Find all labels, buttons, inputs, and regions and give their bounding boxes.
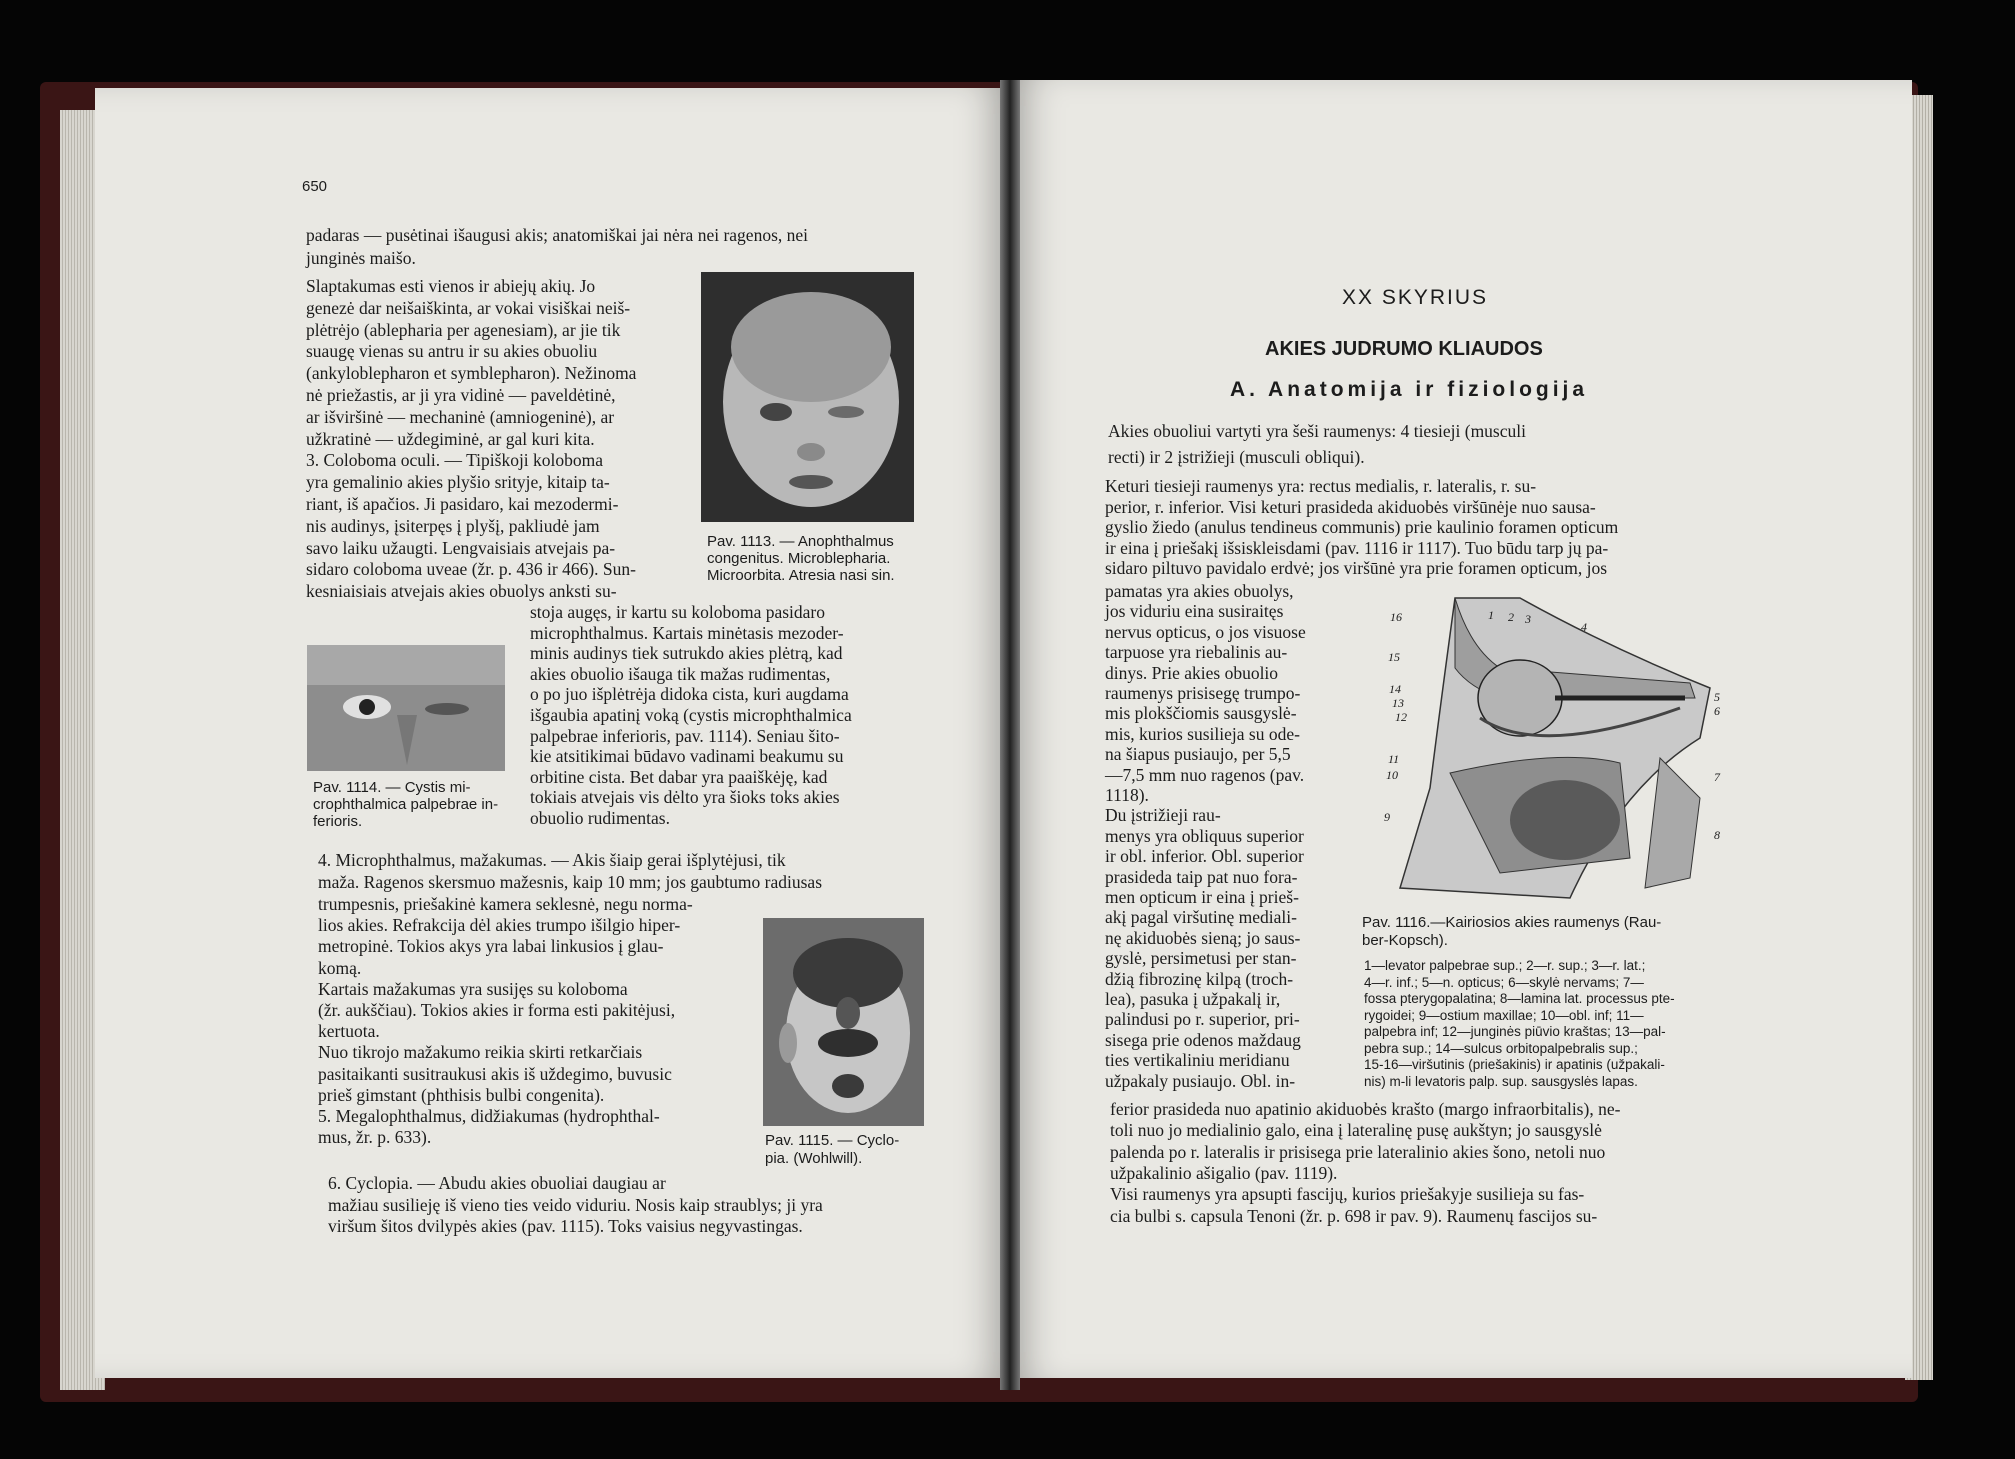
text-line: komą. xyxy=(318,957,362,978)
text-line: padaras — pusėtinai išaugusi akis; anatomiškai jai nėra nei ragenos, nei xyxy=(306,225,809,245)
text-line: cia bulbi s. capsula Tenoni (žr. p. 698 ir pav. 9). Raumenų fascijos su- xyxy=(1110,1205,1598,1226)
chapter-heading: XX SKYRIUS xyxy=(1342,286,1489,309)
text-line: palpebrae inferioris, pav. 1114). Seniau šito- xyxy=(530,725,840,746)
text-line: stoja augęs, ir kartu su koloboma pasidaro xyxy=(530,602,826,622)
text-line: Pav. 1113. — Anophthalmus xyxy=(707,533,894,550)
text-line: Nuo tikrojo mažakumo reikia skirti retkarčiais xyxy=(318,1042,643,1063)
text-line: išgaubia apatinį voką (cystis microphthalmica xyxy=(530,705,852,725)
text-line: o po juo išplėtrėja didoka cista, kuri augdama xyxy=(530,684,849,705)
text-line: ar išviršinė — mechaninė (amniogeninė), ar xyxy=(306,406,615,427)
figure-number-label: 8 xyxy=(1714,828,1720,842)
text-line: pia. (Wohlwill). xyxy=(765,1150,863,1167)
text-line: minis audinys tiek sutrukdo akies plėtrą, kad xyxy=(530,643,843,664)
figure-number-label: 3 xyxy=(1525,612,1531,626)
figure-number-label: 9 xyxy=(1384,810,1390,824)
text-line: junginės maišo. xyxy=(306,247,416,268)
adult-eyes-image xyxy=(307,645,505,771)
text-line: nervus opticus, o jos visuose xyxy=(1105,621,1306,642)
text-line: tarpuose yra riebalinis au- xyxy=(1105,642,1288,663)
figure-1115-photo xyxy=(763,918,924,1126)
text-line: kesniaisiais atvejais akies obuolys anksti su- xyxy=(306,581,617,602)
text-line: pamatas yra akies obuolys, xyxy=(1105,581,1294,601)
eye-muscle-illustration xyxy=(1360,588,1730,918)
text-line: Microorbita. Atresia nasi sin. xyxy=(707,567,895,584)
text-line: plėtrėjo (ablepharia per agenesiam), ar jie tik xyxy=(306,319,621,340)
figure-number-label: 16 xyxy=(1390,610,1402,624)
text-line: ferioris. xyxy=(313,813,363,830)
text-line: nė priežastis, ar ji yra vidinė — paveldėtinė, xyxy=(306,385,616,405)
text-line: nę akiduobės sieną; jo saus- xyxy=(1105,927,1301,948)
text-line: 5. Megalophthalmus, didžiakumas (hydrophthal- xyxy=(318,1106,660,1126)
text-line: genezė dar neišaiškinta, ar vokai visiškai neiš- xyxy=(306,297,631,318)
text-line: 6. Cyclopia. — Abudu akies obuoliai daugiau ar xyxy=(328,1173,666,1193)
text-line: men opticum ir eina į prieš- xyxy=(1105,887,1299,907)
infant-face-image xyxy=(701,272,914,522)
text-line: perior, r. inferior. Visi keturi prasideda akiduobės viršūnėje nuo sausa- xyxy=(1105,496,1596,517)
figure-number-label: 12 xyxy=(1395,710,1407,724)
text-line: akies obuolio išauga tik mažas rudimentas, xyxy=(530,663,831,684)
text-line: nis) m-li levatoris palp. sup. sausgyslės lapas. xyxy=(1364,1073,1638,1089)
text-line: mis, kurios susilieja su ode- xyxy=(1105,723,1300,744)
figure-number-label: 1 xyxy=(1488,608,1494,622)
figure-number-label: 14 xyxy=(1389,682,1401,696)
text-line: na šiapus pusiaujo, per 5,5 xyxy=(1105,744,1291,765)
text-line: microphthalmus. Kartais minėtasis mezoder- xyxy=(530,622,844,643)
figure-number-label: 15 xyxy=(1388,650,1400,664)
text-line: užkratinė — uždegiminė, ar gal kuri kita. xyxy=(306,428,595,449)
text-line: Slaptakumas esti vienos ir abiejų akių. Jo xyxy=(306,276,596,296)
text-line: palpebra inf; 12—junginės piūvio kraštas; 13—pal- xyxy=(1364,1024,1666,1039)
text-line: kie atsitikimai būdavo vadinami beakumu su xyxy=(530,746,844,767)
text-line: ferior prasideda nuo apatinio akiduobės krašto (margo infraorbitalis), ne- xyxy=(1110,1099,1621,1119)
text-line: ties vertikaliniu meridianu xyxy=(1105,1050,1290,1071)
text-line: palindusi po r. superior, pri- xyxy=(1105,1009,1300,1030)
text-line: toli nuo jo medialinio galo, eina į lateralinę pusę aukštyn; jo sausgyslė xyxy=(1110,1120,1602,1141)
text-line: prasideda taip pat nuo fora- xyxy=(1105,866,1298,887)
text-line: palenda po r. lateralis ir prisisega prie lateralinio akies šono, netoli nuo xyxy=(1110,1141,1606,1162)
text-line: trumpesnis, priešakinė kamera seklesnė, negu norma- xyxy=(318,894,693,914)
text-line: suaugę vienas su antru ir su akies obuoliu xyxy=(306,341,598,362)
text-line: maža. Ragenos skersmuo mažesnis, kaip 10 mm; jos gaubtumo radiusas xyxy=(318,872,823,892)
figure-number-label: 11 xyxy=(1388,752,1400,766)
text-line: metropinė. Tokios akys yra labai linkusios į glau- xyxy=(318,936,664,957)
text-line: Visi raumenys yra apsupti fascijų, kurios priešakyje susilieja su fas- xyxy=(1110,1184,1585,1205)
text-line: pebra sup.; 14—sulcus orbitopalpebralis sup.; xyxy=(1364,1040,1638,1056)
text-line: 1118). xyxy=(1105,785,1149,805)
text-line: Pav. 1114. — Cystis mi- xyxy=(313,779,471,796)
text-line: 4. Microphthalmus, mažakumas. — Akis šiaip gerai išplytėjusi, tik xyxy=(318,850,786,870)
figure-1113-photo xyxy=(701,272,914,522)
text-line: kertuota. xyxy=(318,1021,380,1042)
text-line: prieš gimstant (phthisis bulbi congenita). xyxy=(318,1084,605,1105)
figure-1114-photo xyxy=(307,645,505,771)
text-line: ir eina į priešakį išsiskleisdami (pav. 1116 ir 1117). Tuo būdu tarp jų pa- xyxy=(1105,537,1609,558)
text-line: raumenys prisisegę trumpo- xyxy=(1105,683,1301,703)
text-line: crophthalmica palpebrae in- xyxy=(313,796,499,813)
text-line: mis plokščiomis sausgyslė- xyxy=(1105,703,1297,724)
text-line: sidaro piltuvo pavidalo erdvė; jos viršūnė yra prie foramen opticum, jos xyxy=(1105,558,1608,579)
text-line: ber-Kopsch). xyxy=(1362,932,1448,949)
text-line: rygoidei; 9—ostium maxillae; 10—obl. inf; 11— xyxy=(1364,1007,1644,1023)
text-line: akį pagal viršutinę mediali- xyxy=(1105,907,1297,928)
text-line: jos viduriu eina susiraitęs xyxy=(1105,601,1284,622)
text-line: dinys. Prie akies obuolio xyxy=(1105,662,1279,683)
text-line: riant, iš apačios. Ji pasidaro, kai mezodermi- xyxy=(306,494,619,514)
figure-number-label: 2 xyxy=(1508,610,1514,624)
text-line: recti) ir 2 įstrižieji (musculi obliqui). xyxy=(1108,447,1365,467)
text-line: Kartais mažakumas yra susijęs su koloboma xyxy=(318,978,628,999)
text-line: sidaro coloboma uveae (žr. p. 436 ir 466). Sun- xyxy=(306,559,636,580)
text-line: orbitine cista. Bet dabar yra paaiškėję, kad xyxy=(530,766,828,787)
cyclopia-face-image xyxy=(763,918,924,1126)
section-heading: A. Anatomija ir fiziologija xyxy=(1230,378,1589,401)
text-line: 1—levator palpebrae sup.; 2—r. sup.; 3—r. lat.; xyxy=(1364,958,1646,973)
figure-number-label: 6 xyxy=(1714,704,1720,718)
figure-number-label: 4 xyxy=(1581,620,1587,634)
text-line: Du įstrižieji rau- xyxy=(1105,805,1221,826)
text-line: ir obl. inferior. Obl. superior xyxy=(1105,846,1304,867)
figure-number-label: 7 xyxy=(1714,770,1720,784)
text-line: gyslio žiedo (anulus tendineus communis) prie kaulinio foramen opticum xyxy=(1105,517,1619,538)
text-line: —7,5 mm nuo ragenos (pav. xyxy=(1105,764,1305,785)
text-line: užpakaly pusiaujo. Obl. in- xyxy=(1105,1070,1296,1091)
text-line: (žr. aukščiau). Tokios akies ir forma esti pakitėjusi, xyxy=(318,1000,676,1020)
text-line: Pav. 1115. — Cyclo- xyxy=(765,1132,900,1149)
text-line: fossa pterygopalatina; 8—lamina lat. processus pte- xyxy=(1364,991,1675,1006)
text-line: Keturi tiesieji raumenys yra: rectus medialis, r. lateralis, r. su- xyxy=(1105,476,1537,496)
figure-number-label: 10 xyxy=(1386,768,1398,782)
text-line: savo laiku užaugti. Lengvaisiais atvejais pa- xyxy=(306,537,616,558)
text-line: Akies obuoliui vartyti yra šeši raumenys: 4 tiesieji (musculi xyxy=(1108,421,1526,441)
figure-1116-diagram xyxy=(1360,588,1730,918)
text-line: nis audinys, įsiterpęs į plyšį, pakliudė jam xyxy=(306,515,600,536)
text-line: menys yra obliquus superior xyxy=(1105,825,1304,846)
text-line: džią fibrozinę kilpą (troch- xyxy=(1105,968,1294,989)
text-line: 3. Coloboma oculi. — Tipiškoji koloboma xyxy=(306,450,604,471)
chapter-title: AKIES JUDRUMO KLIAUDOS xyxy=(1265,338,1543,360)
figure-number-label: 5 xyxy=(1714,690,1720,704)
text-line: yra gemalinio akies plyšio srityje, kitaip ta- xyxy=(306,472,610,493)
text-line: Pav. 1116.—Kairiosios akies raumenys (Rau- xyxy=(1362,914,1662,931)
text-line: (ankyloblepharon et symblepharon). Nežinoma xyxy=(306,363,637,384)
text-line: congenitus. Microblepharia. xyxy=(707,550,891,567)
text-line: lios akies. Refrakcija dėl akies trumpo išilgio hiper- xyxy=(318,915,681,936)
text-line: sisega prie odenos maždaug xyxy=(1105,1029,1301,1050)
text-line: lea), pasuka į užpakalį ir, xyxy=(1105,989,1281,1009)
text-line: tokiais atvejais vis dėlto yra šioks toks akies xyxy=(530,787,840,808)
book-gutter xyxy=(1000,80,1020,1390)
text-line: mažiau susilieję iš vieno ties veido viduriu. Nosis kaip straublys; ji yra xyxy=(328,1194,823,1215)
text-line: 15-16—viršutinis (priešakinis) ir apatinis (užpakali- xyxy=(1364,1057,1665,1072)
text-line: pasitaikanti susitraukusi akis iš uždegimo, buvusic xyxy=(318,1063,672,1084)
text-line: viršum šitos dvilypės akies (pav. 1115). Toks vaisius negyvastingas. xyxy=(328,1216,803,1236)
page-number: 650 xyxy=(302,178,328,195)
text-line: mus, žr. p. 633). xyxy=(318,1127,432,1148)
text-line: obuolio rudimentas. xyxy=(530,808,670,828)
text-line: užpakalinio ašigalio (pav. 1119). xyxy=(1110,1162,1338,1183)
text-line: gyslė, persimetusi per stan- xyxy=(1105,948,1297,969)
figure-number-label: 13 xyxy=(1392,696,1404,710)
text-line: 4—r. inf.; 5—n. opticus; 6—skylė nervams; 7— xyxy=(1364,974,1644,990)
